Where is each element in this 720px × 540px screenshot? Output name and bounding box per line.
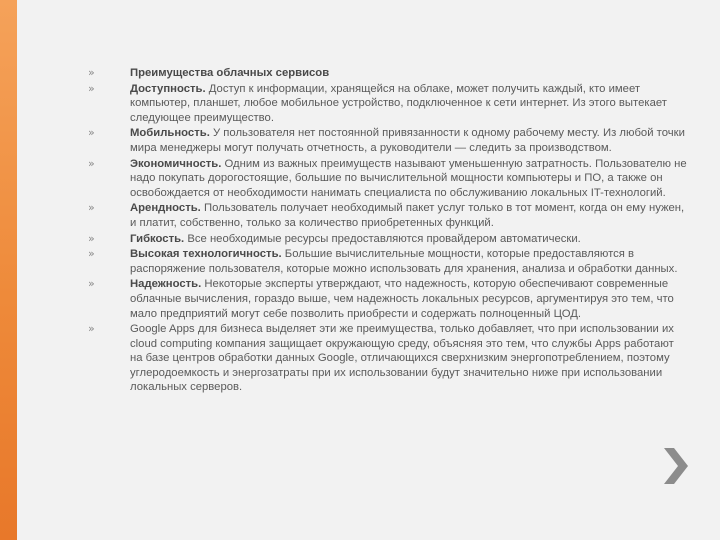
bullet-icon: » — [88, 247, 95, 261]
item-text: Все необходимые ресурсы предоставляются провайдером автоматически. — [184, 232, 581, 245]
bullet-icon: » — [88, 81, 95, 95]
item-term: Высокая технологичность. — [130, 248, 282, 261]
slide-title: Преимущества облачных сервисов — [130, 67, 330, 79]
list-item-technology — [88, 247, 688, 276]
item-text: У пользователя нет постоянной привязанности к одному рабочему месту. Из любой точки мира менеджеры могут получать отчетность, а руководители — следить за производством. — [130, 127, 685, 154]
item-text: Некоторые эксперты утверждают, что надежность, которую обеспечивают современные облачные вычисления, гораздо выше, чем надежность локальных ресурсов, аргументируя это тем, что мало предприятий могут себе позволить приобрести и содержать полноценный ЦОД. — [130, 278, 674, 320]
item-term: Мобильность. — [130, 127, 210, 140]
list-item-economy — [88, 157, 688, 201]
bullet-icon: » — [88, 322, 95, 336]
item-text: Большие вычислительные мощности, которые предоставляются в распоряжение пользователя, которые можно использовать для хранения, анализа и обработки данных. — [130, 248, 678, 275]
list-item-mobility — [88, 126, 688, 155]
slide-content — [88, 66, 688, 396]
list-item-rental — [88, 201, 688, 230]
next-slide-button[interactable] — [660, 446, 690, 486]
item-term: Гибкость. — [130, 232, 185, 245]
item-term: Арендность. — [130, 202, 201, 215]
item-term: Экономичность. — [130, 157, 222, 170]
item-text: Пользователь получает необходимый пакет услуг только в тот момент, когда он ему нужен, и платит, собственно, только за количество приобретенных функций. — [130, 202, 685, 229]
list-item-heading — [88, 66, 688, 81]
list-item-availability — [88, 82, 688, 126]
item-text: Google Apps для бизнеса выделяет эти же преимущества, только добавляет, что при использовании их cloud computing компания защищает окружающую среду, объясняя это тем, что службы Apps работают на базе центров обработки данных Google, отличающихся сверхнизким энергопотреблением, поэтому углеродоемкость и энергозатраты при их использовании будут значительно ниже при использовании локальных серверов. — [130, 323, 674, 394]
list-item-google-apps — [88, 322, 688, 395]
item-term: Надежность. — [130, 278, 202, 291]
bullet-icon: » — [88, 231, 95, 245]
item-text: Одним из важных преимуществ называют уменьшенную затратность. Пользователю не надо покупать дорогостоящие, большие по вычислительной мощности компьютеры и ПО, а также он освобождается от необходимости нанимать специалиста по обслуживанию локальных IT-технологий. — [130, 157, 687, 199]
bullet-icon: » — [88, 66, 95, 79]
item-text: Доступ к информации, хранящейся на облаке, может получить каждый, кто имеет компьютер, планшет, любое мобильное устройство, подключенное к сети интернет. Из этого вытекает следующее преимущество. — [130, 82, 667, 124]
bullet-icon: » — [88, 201, 95, 215]
bullet-icon: » — [88, 126, 95, 140]
list-item-flexibility — [88, 232, 688, 247]
item-term: Доступность. — [130, 82, 206, 95]
bullet-icon: » — [88, 156, 95, 170]
bullet-icon: » — [88, 277, 95, 291]
accent-bar — [0, 0, 17, 540]
list-item-reliability — [88, 277, 688, 321]
chevron-right-icon — [660, 446, 690, 486]
